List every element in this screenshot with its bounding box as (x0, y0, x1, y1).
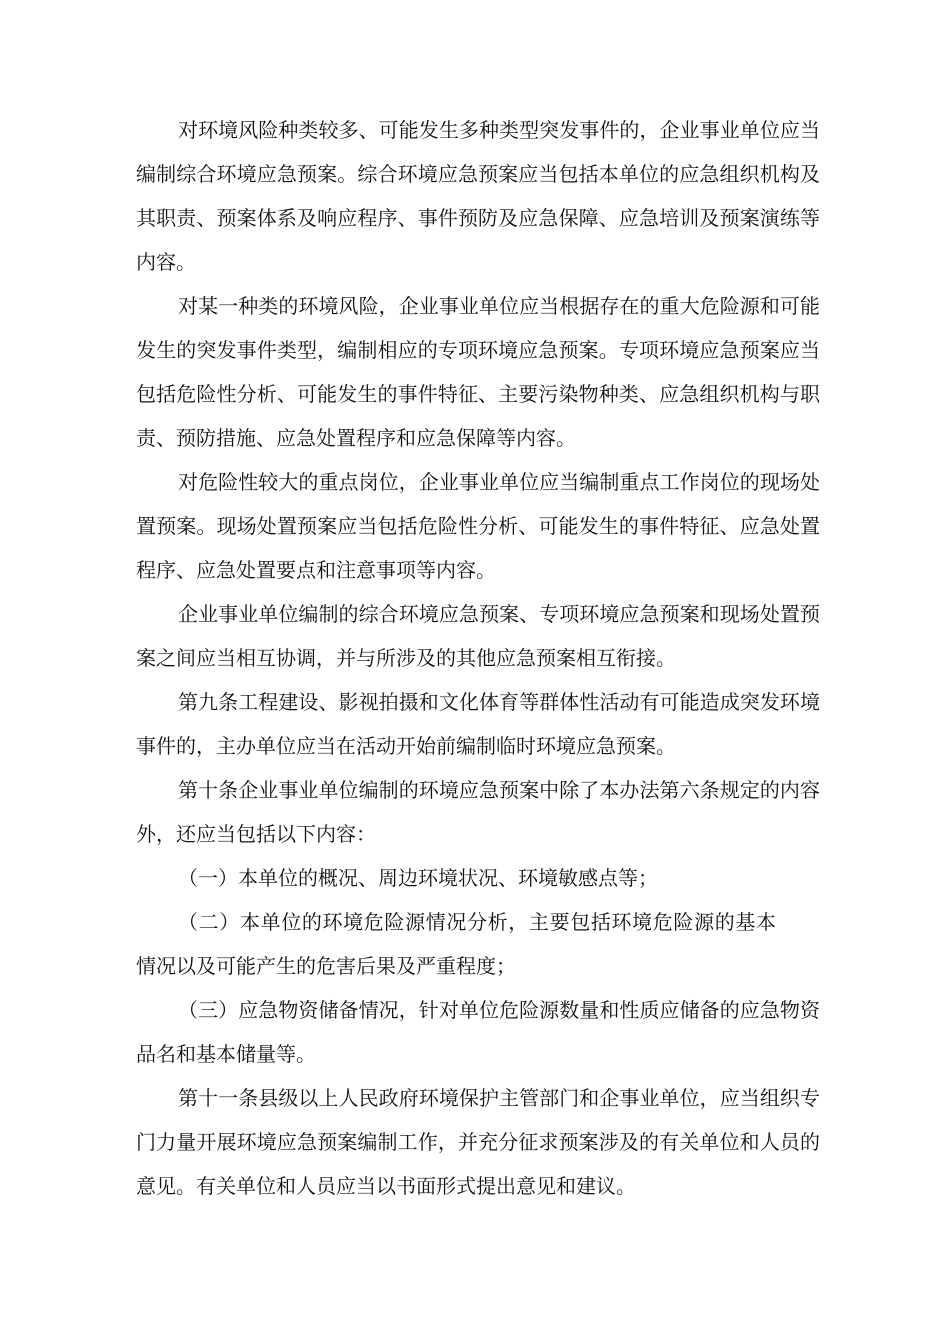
paragraph-plan-coordination: 企业事业单位编制的综合环境应急预案、专项环境应急预案和现场处置预案之间应当相互协调，并与所涉及的其他应急预案相互衔接。 (136, 602, 820, 670)
paragraph-article-11: 第十一条县级以上人民政府环境保护主管部门和企事业单位，应当组织专门力量开展环境应急预案编制工作，并充分征求预案涉及的有关单位和人员的意见。有关单位和人员应当以书面形式提出意见和建议。 (136, 1086, 820, 1198)
document-body (136, 108, 820, 1208)
paragraph-onsite-plan: 对危险性较大的重点岗位，企业事业单位应当编制重点工作岗位的现场处置预案。现场处置预案应当包括危险性分析、可能发生的事件特征、应急处置程序、应急处置要点和注意事项等内容。 (136, 470, 820, 582)
paragraph-article-10: 第十条企业事业单位编制的环境应急预案中除了本办法第六条规定的内容外，还应当包括以下内容： (136, 778, 820, 846)
paragraph-special-plan: 对某一种类的环境风险，企业事业单位应当根据存在的重大危险源和可能发生的突发事件类型，编制相应的专项环境应急预案。专项环境应急预案应当包括危险性分析、可能发生的事件特征、主要污染物种类、应急组织机构与职责、预防措施、应急处置程序和应急保障等内容。 (136, 294, 820, 450)
paragraph-comprehensive-plan: 对环境风险种类较多、可能发生多种类型突发事件的，企业事业单位应当编制综合环境应急预案。综合环境应急预案应当包括本单位的应急组织机构及其职责、预案体系及响应程序、事件预防及应急保障、应急培训及预案演练等内容。 (136, 118, 820, 274)
paragraph-article-9: 第九条工程建设、影视拍摄和文化体育等群体性活动有可能造成突发环境事件的，主办单位应当在活动开始前编制临时环境应急预案。 (136, 690, 820, 758)
list-item-1: （一）本单位的概况、周边环境状况、环境敏感点等； (178, 866, 658, 890)
list-item-2: （二）本单位的环境危险源情况分析，主要包括环境危险源的基本情况以及可能产生的危害后果及严重程度； (136, 910, 776, 978)
list-item-3: （三）应急物资储备情况，针对单位危险源数量和性质应储备的应急物资品名和基本储量等。 (136, 998, 820, 1066)
